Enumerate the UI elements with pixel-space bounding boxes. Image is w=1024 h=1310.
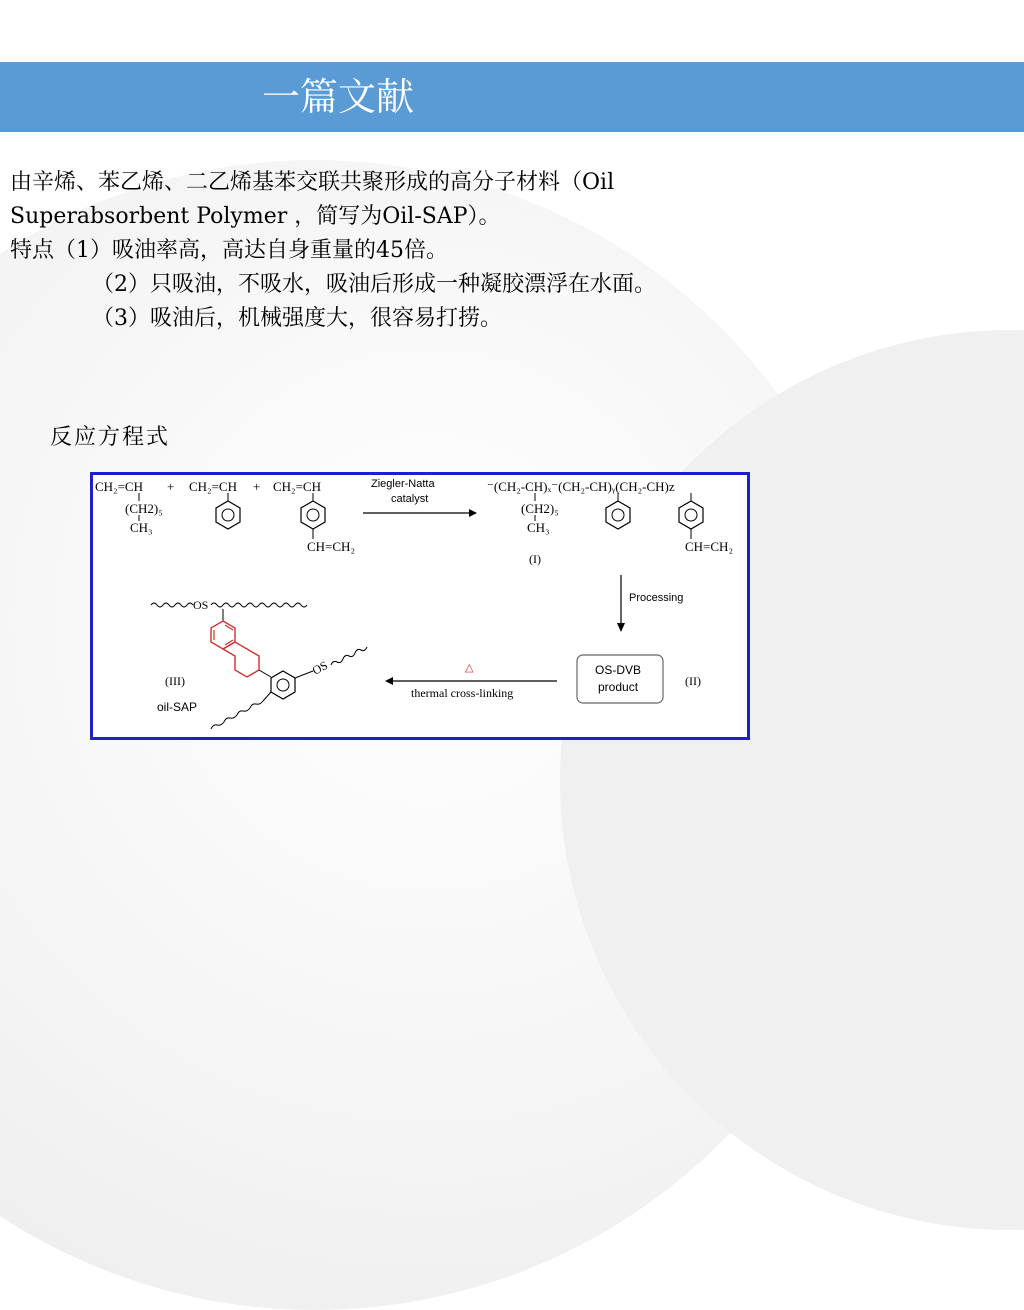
crosslink-arrow-left-icon: [385, 677, 557, 685]
equation-heading: 反应方程式: [50, 425, 171, 450]
copolymer-ring-2-icon: [679, 501, 703, 529]
octene-vinyl: CH₂=CH: [95, 479, 143, 494]
feature-1: 特点（1）吸油率高，高达自身重量的45倍。: [10, 238, 448, 263]
styrene-vinyl: CH₂=CH: [189, 479, 237, 494]
feature-2: （2）只吸油，不吸水，吸油后形成一种凝胶漂浮在水面。: [92, 272, 656, 297]
os-label-right: OS: [309, 658, 330, 678]
polymer-wave-right-icon: [331, 647, 367, 665]
polymer-wave-top-icon: [211, 603, 307, 607]
phenyl-ring-icon: [271, 671, 295, 699]
thermal-label: thermal cross-linking: [411, 686, 514, 700]
label-III: (III): [165, 674, 185, 688]
title-bar: [0, 62, 1024, 132]
dvb-vinyl-bottom: CH=CH₂: [307, 539, 355, 554]
paragraph-line-2: Superabsorbent Polymer ，简写为Oil-SAP）。: [10, 204, 501, 229]
copolymer-side-chain: (CH2)₅: [521, 501, 559, 516]
osdvb-label-2: product: [598, 680, 639, 694]
osdvb-label-1: OS-DVB: [595, 663, 642, 677]
label-II: (II): [685, 674, 701, 688]
processing-label: Processing: [629, 592, 684, 604]
plus-sign-2: +: [253, 479, 261, 494]
reaction-scheme: [90, 472, 750, 740]
feature-3: （3）吸油后，机械强度大，很容易打捞。: [92, 306, 502, 331]
dvb-vinyl-top: CH₂=CH: [273, 479, 321, 494]
octene-chain: (CH2)₅: [125, 501, 163, 516]
catalyst-label-2: catalyst: [391, 493, 429, 505]
polymer-wave-bottom-icon: [211, 701, 263, 729]
dvb-ring-icon: [301, 501, 325, 529]
polymer-wave-left-icon: [151, 603, 193, 607]
os-label-top: OS: [193, 598, 209, 612]
styrene-ring-icon: [216, 501, 240, 529]
copolymer-ring-1-icon: [606, 501, 630, 529]
delta-symbol: △: [465, 662, 474, 674]
slide-title: 一篇文献: [262, 75, 415, 119]
copolymer-chain: ⁻(CH₂-CH)ₓ⁻(CH₂-CH)ᵧ(CH₂-CH)z: [487, 479, 675, 494]
catalyst-label-1: Ziegler-Natta: [371, 478, 435, 490]
processing-arrow-down-icon: [617, 575, 625, 632]
copolymer-vinyl: CH=CH₂: [685, 539, 733, 554]
octene-methyl: CH₃: [130, 520, 153, 535]
label-I: (I): [529, 552, 541, 566]
body-text: [10, 166, 1010, 336]
tetralin-ring-icon: [211, 621, 259, 677]
plus-sign-1: +: [167, 479, 175, 494]
copolymer-methyl: CH₃: [527, 520, 550, 535]
reaction-arrow-right-icon: [363, 509, 477, 517]
reaction-scheme-drawing: [93, 475, 747, 737]
oil-sap-label: oil-SAP: [157, 700, 198, 714]
paragraph-line-1: 由辛烯、苯乙烯、二乙烯基苯交联共聚形成的高分子材料（Oil: [10, 170, 615, 195]
